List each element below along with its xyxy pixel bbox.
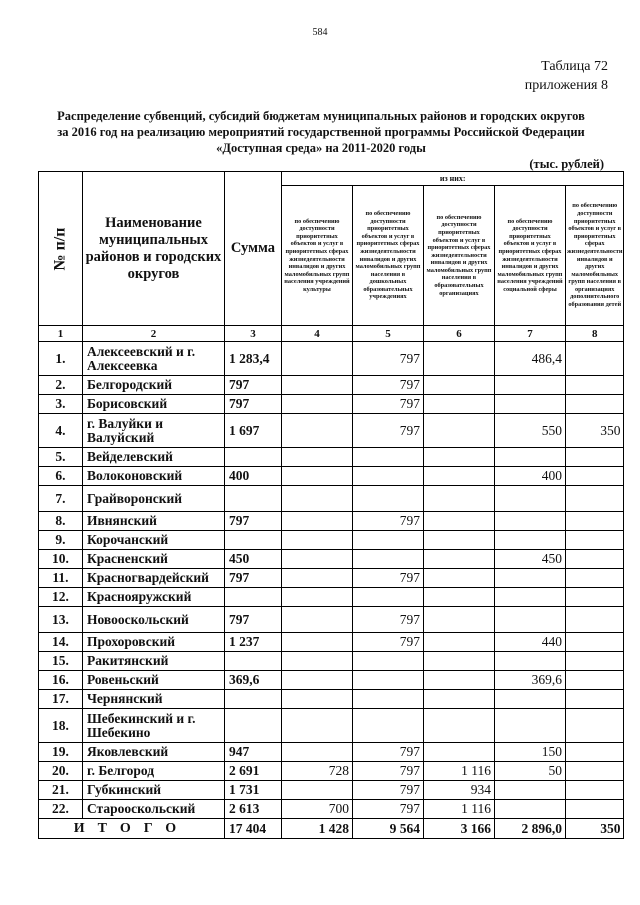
culture-value [281, 633, 352, 652]
district-name: Ивнянский [82, 512, 224, 531]
district-name: Ровеньский [82, 671, 224, 690]
district-name: Красненский [82, 550, 224, 569]
header-sum: Сумма [224, 172, 281, 326]
sum-value: 1 283,4 [224, 342, 281, 376]
education-value [423, 588, 494, 607]
culture-value [281, 512, 352, 531]
sum-value: 797 [224, 395, 281, 414]
additional-education-value [565, 376, 624, 395]
sum-value: 450 [224, 550, 281, 569]
table-row [39, 762, 624, 781]
row-number: 20. [39, 762, 83, 781]
additional-education-value [565, 781, 624, 800]
education-value [423, 569, 494, 588]
row-number: 8. [39, 512, 83, 531]
culture-value [281, 448, 352, 467]
table-caption [525, 57, 608, 95]
additional-education-value [565, 448, 624, 467]
row-number: 1. [39, 342, 83, 376]
table-row [39, 569, 624, 588]
sum-value: 400 [224, 467, 281, 486]
preschool-value [352, 671, 423, 690]
header-col8: по обеспечению доступности приоритетных объектов и услуг в приоритетных сферах жизнедеятельности инвалидов и других маломобильных групп населения в организациях дополнительного образования детей [565, 186, 624, 326]
district-name: Старооскольский [82, 800, 224, 819]
district-name: г. Белгород [82, 762, 224, 781]
header-col7: по обеспечению доступности приоритетных объектов и услуг в приоритетных сферах жизнедеятельности инвалидов и других маломобильных групп населения учреждений социальной сферы [494, 186, 565, 326]
row-number: 11. [39, 569, 83, 588]
sum-value [224, 690, 281, 709]
additional-education-value [565, 588, 624, 607]
column-number: 7 [494, 326, 565, 342]
education-value [423, 633, 494, 652]
district-name: Новооскольский [82, 607, 224, 633]
preschool-value: 797 [352, 395, 423, 414]
district-name: Красногвардейский [82, 569, 224, 588]
row-number: 16. [39, 671, 83, 690]
social-value [494, 690, 565, 709]
district-name: Яковлевский [82, 743, 224, 762]
table-row [39, 376, 624, 395]
column-number: 2 [82, 326, 224, 342]
additional-education-value [565, 652, 624, 671]
preschool-value [352, 709, 423, 743]
table-row [39, 486, 624, 512]
sum-value [224, 486, 281, 512]
row-number: 9. [39, 531, 83, 550]
table-body [39, 342, 624, 839]
row-number: 19. [39, 743, 83, 762]
social-value: 369,6 [494, 671, 565, 690]
header-of-them: из них: [281, 172, 624, 186]
education-value [423, 342, 494, 376]
social-value [494, 588, 565, 607]
table-row [39, 588, 624, 607]
culture-value [281, 607, 352, 633]
row-number: 18. [39, 709, 83, 743]
additional-education-value [565, 512, 624, 531]
social-value [494, 781, 565, 800]
sum-value: 2 613 [224, 800, 281, 819]
preschool-value: 797 [352, 342, 423, 376]
district-name: Прохоровский [82, 633, 224, 652]
row-number: 13. [39, 607, 83, 633]
social-value [494, 652, 565, 671]
column-number: 6 [423, 326, 494, 342]
sum-value: 947 [224, 743, 281, 762]
header-nn: № п/п [39, 172, 83, 326]
district-name: Волоконовский [82, 467, 224, 486]
additional-education-value [565, 531, 624, 550]
title-line: «Доступная среда» на 2011-2020 годы [216, 141, 426, 155]
table-row [39, 671, 624, 690]
culture-value [281, 781, 352, 800]
preschool-value [352, 448, 423, 467]
preschool-value [352, 690, 423, 709]
additional-education-value [565, 709, 624, 743]
total-additional-education: 350 [565, 819, 624, 839]
table-row [39, 531, 624, 550]
social-value [494, 448, 565, 467]
social-value: 486,4 [494, 342, 565, 376]
table-row [39, 448, 624, 467]
culture-value [281, 652, 352, 671]
table-row [39, 781, 624, 800]
row-number: 2. [39, 376, 83, 395]
culture-value [281, 709, 352, 743]
preschool-value [352, 588, 423, 607]
education-value [423, 709, 494, 743]
social-value: 440 [494, 633, 565, 652]
social-value: 550 [494, 414, 565, 448]
table-row [39, 709, 624, 743]
district-name: Вейделевский [82, 448, 224, 467]
preschool-value: 797 [352, 607, 423, 633]
district-name: Губкинский [82, 781, 224, 800]
district-name: Корочанский [82, 531, 224, 550]
additional-education-value [565, 633, 624, 652]
culture-value [281, 342, 352, 376]
preschool-value: 797 [352, 376, 423, 395]
table-row [39, 395, 624, 414]
sum-value [224, 652, 281, 671]
header-col5: по обеспечению доступности приоритетных объектов и услуг в приоритетных сферах жизнедеятельности инвалидов и других маломобильных групп населения в дошкольных образовательных учреждениях [352, 186, 423, 326]
culture-value [281, 743, 352, 762]
subsidy-table [38, 171, 624, 839]
preschool-value: 797 [352, 800, 423, 819]
sum-value: 797 [224, 569, 281, 588]
row-number: 12. [39, 588, 83, 607]
sum-value: 2 691 [224, 762, 281, 781]
sum-value [224, 531, 281, 550]
social-value [494, 376, 565, 395]
preschool-value: 797 [352, 414, 423, 448]
social-value: 400 [494, 467, 565, 486]
column-number: 3 [224, 326, 281, 342]
header-name: Наименование муниципальных районов и городских округов [82, 172, 224, 326]
title-line: Распределение субвенций, субсидий бюджетам муниципальных районов и городских округов [57, 109, 585, 123]
total-sum: 17 404 [224, 819, 281, 839]
table-row [39, 607, 624, 633]
culture-value [281, 467, 352, 486]
table-row [39, 467, 624, 486]
education-value [423, 486, 494, 512]
culture-value [281, 671, 352, 690]
table-row [39, 652, 624, 671]
additional-education-value [565, 395, 624, 414]
education-value [423, 690, 494, 709]
preschool-value [352, 531, 423, 550]
sum-value: 1 237 [224, 633, 281, 652]
row-number: 21. [39, 781, 83, 800]
total-preschool: 9 564 [352, 819, 423, 839]
additional-education-value [565, 607, 624, 633]
social-value [494, 607, 565, 633]
column-number: 1 [39, 326, 83, 342]
additional-education-value [565, 467, 624, 486]
row-number: 4. [39, 414, 83, 448]
header-col4: по обеспечению доступности приоритетных объектов и услуг в приоритетных сферах жизнедеятельности инвалидов и других маломобильных групп населения учреждений культуры [281, 186, 352, 326]
table-row [39, 800, 624, 819]
preschool-value [352, 652, 423, 671]
preschool-value: 797 [352, 633, 423, 652]
education-value [423, 743, 494, 762]
social-value: 50 [494, 762, 565, 781]
appendix-label: приложения 8 [524, 78, 608, 93]
culture-value [281, 395, 352, 414]
additional-education-value [565, 486, 624, 512]
page-number: 584 [312, 27, 328, 38]
preschool-value [352, 467, 423, 486]
education-value [423, 607, 494, 633]
additional-education-value: 350 [565, 414, 624, 448]
culture-value [281, 486, 352, 512]
sum-value: 797 [224, 512, 281, 531]
social-value: 450 [494, 550, 565, 569]
preschool-value: 797 [352, 762, 423, 781]
education-value [423, 652, 494, 671]
district-name: Шебекинский и г. Шебекино [82, 709, 224, 743]
social-value [494, 531, 565, 550]
preschool-value: 797 [352, 743, 423, 762]
social-value [494, 800, 565, 819]
sum-value: 1 697 [224, 414, 281, 448]
table-row [39, 690, 624, 709]
header-col6: по обеспечению доступности приоритетных объектов и услуг в приоритетных сферах жизнедеятельности инвалидов и других маломобильных групп населения в образовательных организациях [423, 186, 494, 326]
education-value [423, 414, 494, 448]
culture-value [281, 690, 352, 709]
row-number: 5. [39, 448, 83, 467]
preschool-value [352, 486, 423, 512]
district-name: Алексеевский и г. Алексеевка [82, 342, 224, 376]
education-value: 1 116 [423, 762, 494, 781]
culture-value: 728 [281, 762, 352, 781]
additional-education-value [565, 800, 624, 819]
table-row [39, 743, 624, 762]
social-value [494, 486, 565, 512]
table-row [39, 550, 624, 569]
preschool-value: 797 [352, 781, 423, 800]
social-value [494, 512, 565, 531]
table-row [39, 633, 624, 652]
row-number: 14. [39, 633, 83, 652]
total-social: 2 896,0 [494, 819, 565, 839]
social-value [494, 569, 565, 588]
additional-education-value [565, 569, 624, 588]
sum-value: 1 731 [224, 781, 281, 800]
additional-education-value [565, 342, 624, 376]
social-value [494, 395, 565, 414]
social-value: 150 [494, 743, 565, 762]
sum-value [224, 709, 281, 743]
additional-education-value [565, 690, 624, 709]
education-value: 934 [423, 781, 494, 800]
row-number: 7. [39, 486, 83, 512]
district-name: Чернянский [82, 690, 224, 709]
row-number: 22. [39, 800, 83, 819]
sum-value [224, 448, 281, 467]
education-value [423, 448, 494, 467]
culture-value [281, 550, 352, 569]
district-name: Борисовский [82, 395, 224, 414]
education-value [423, 395, 494, 414]
preschool-value [352, 550, 423, 569]
column-number: 8 [565, 326, 624, 342]
total-label: ИТОГО [39, 819, 225, 839]
social-value [494, 709, 565, 743]
table-row [39, 414, 624, 448]
additional-education-value [565, 671, 624, 690]
district-name: Грайворонский [82, 486, 224, 512]
preschool-value: 797 [352, 512, 423, 531]
sum-value: 797 [224, 607, 281, 633]
district-name: Краснояружский [82, 588, 224, 607]
education-value: 1 116 [423, 800, 494, 819]
column-number-row [39, 326, 624, 342]
district-name: Белгородский [82, 376, 224, 395]
education-value [423, 531, 494, 550]
column-number: 5 [352, 326, 423, 342]
district-name: Ракитянский [82, 652, 224, 671]
preschool-value: 797 [352, 569, 423, 588]
row-number: 17. [39, 690, 83, 709]
row-number: 6. [39, 467, 83, 486]
row-number: 10. [39, 550, 83, 569]
education-value [423, 512, 494, 531]
education-value [423, 467, 494, 486]
education-value [423, 376, 494, 395]
sum-value: 369,6 [224, 671, 281, 690]
culture-value [281, 531, 352, 550]
title-line: за 2016 год на реализацию мероприятий государственной программы Российской Федерации [57, 125, 585, 139]
total-row [39, 819, 624, 839]
table-row [39, 342, 624, 376]
additional-education-value [565, 550, 624, 569]
culture-value [281, 414, 352, 448]
document-title [36, 108, 606, 156]
column-number: 4 [281, 326, 352, 342]
sum-value [224, 588, 281, 607]
education-value [423, 550, 494, 569]
additional-education-value [565, 743, 624, 762]
table-label: Таблица 72 [541, 59, 608, 74]
sum-value: 797 [224, 376, 281, 395]
culture-value [281, 588, 352, 607]
additional-education-value [565, 762, 624, 781]
culture-value [281, 569, 352, 588]
total-culture: 1 428 [281, 819, 352, 839]
education-value [423, 671, 494, 690]
row-number: 15. [39, 652, 83, 671]
culture-value: 700 [281, 800, 352, 819]
row-number: 3. [39, 395, 83, 414]
total-education: 3 166 [423, 819, 494, 839]
units-label: (тыс. рублей) [529, 157, 604, 171]
culture-value [281, 376, 352, 395]
table-row [39, 512, 624, 531]
district-name: г. Валуйки и Валуйский [82, 414, 224, 448]
